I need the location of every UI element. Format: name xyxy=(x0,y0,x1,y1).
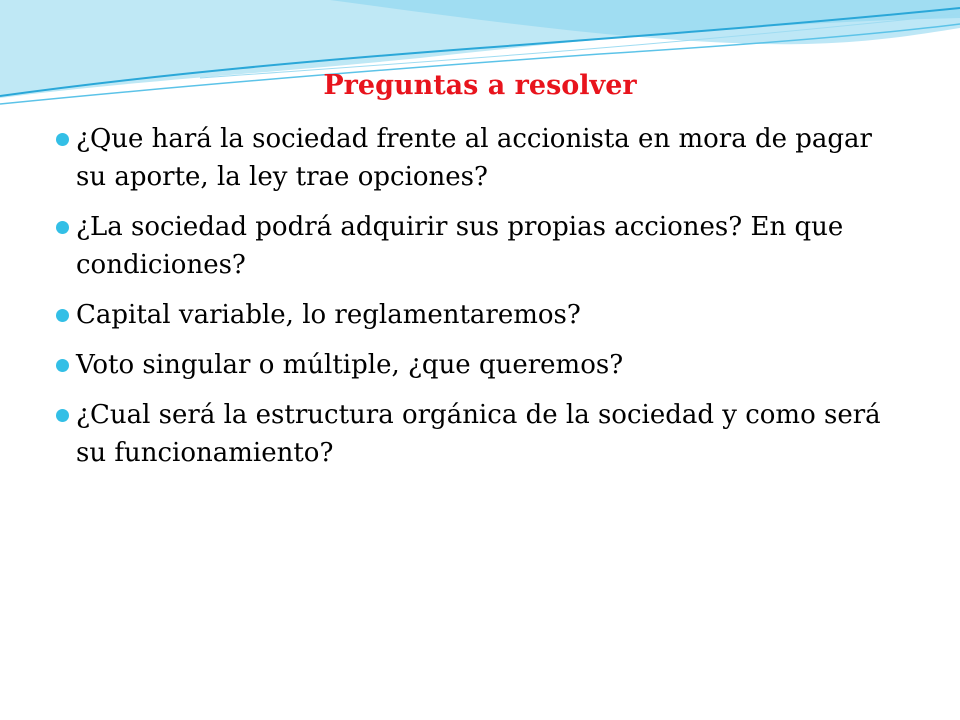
bullet-dot-icon xyxy=(56,409,69,422)
bullet-text: Capital variable, lo reglamentaremos? xyxy=(76,300,581,330)
slide-title: Preguntas a resolver xyxy=(323,70,637,101)
bullet-list xyxy=(56,120,906,484)
bullet-dot-icon xyxy=(56,133,69,146)
bullet-dot-icon xyxy=(56,221,69,234)
bullet-item xyxy=(56,208,906,284)
bullet-text: ¿Que hará la sociedad frente al accionista en mora de pagar su aporte, la ley trae opciones? xyxy=(76,124,872,192)
bullet-item xyxy=(56,120,906,196)
bullet-text: ¿Cual será la estructura orgánica de la sociedad y como será su funcionamiento? xyxy=(76,400,881,468)
bullet-dot-icon xyxy=(56,309,69,322)
bullet-text: ¿La sociedad podrá adquirir sus propias acciones? En que condiciones? xyxy=(76,212,844,280)
bullet-dot-icon xyxy=(56,359,69,372)
bullet-text: Voto singular o múltiple, ¿que queremos? xyxy=(76,350,624,380)
bullet-item xyxy=(56,346,906,384)
bullet-item xyxy=(56,296,906,334)
bullet-item xyxy=(56,396,906,472)
